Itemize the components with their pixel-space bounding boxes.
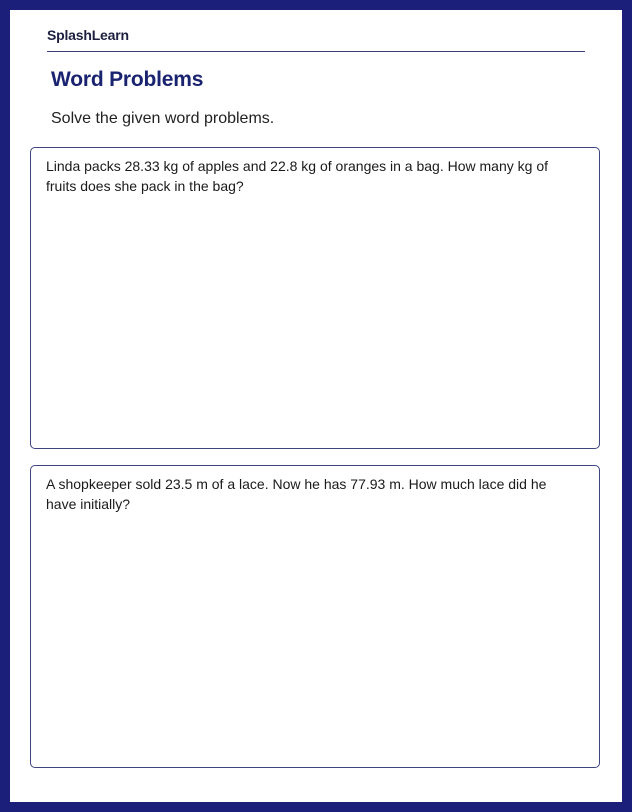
instruction-text: Solve the given word problems. xyxy=(51,110,275,127)
page-title: Word Problems xyxy=(51,68,204,91)
header-divider xyxy=(47,51,585,52)
worksheet-page xyxy=(10,10,622,802)
problem-box-2[interactable] xyxy=(30,465,600,768)
problem-box-1[interactable] xyxy=(30,147,600,449)
problem-text-1: Linda packs 28.33 kg of apples and 22.8 kg of oranges in a bag. How many kg of fruits does she pack in the bag? xyxy=(46,158,548,194)
brand-logo: SplashLearn xyxy=(47,27,129,43)
problem-text-2: A shopkeeper sold 23.5 m of a lace. Now he has 77.93 m. How much lace did he have initially? xyxy=(46,476,547,512)
